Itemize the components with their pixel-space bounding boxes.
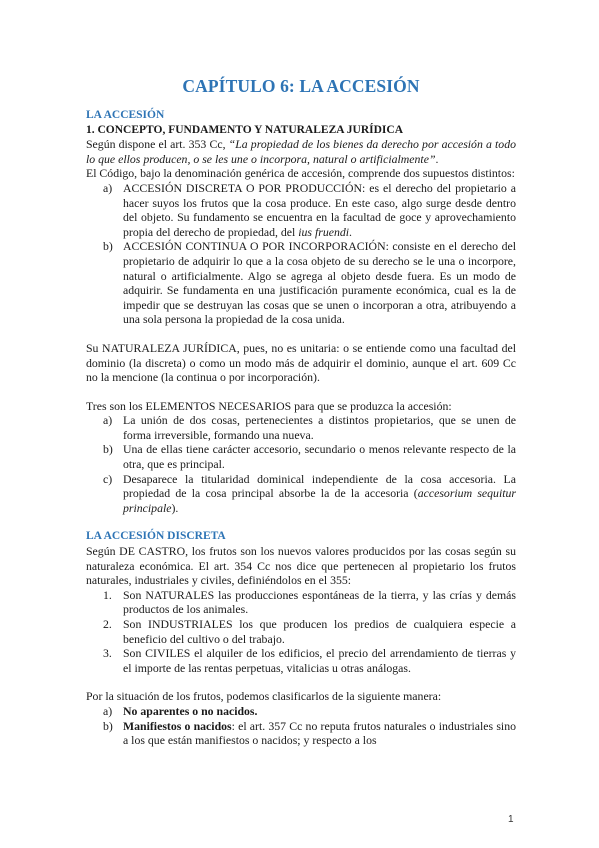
list-item [86, 588, 516, 617]
chapter-title: CAPÍTULO 6: LA ACCESIÓN [182, 76, 420, 96]
list-item [86, 442, 516, 471]
list-marker: 1. [103, 587, 112, 602]
list-text: La unión de dos cosas, pertenecientes a distintos propietarios, que se unen de forma irreversible, formando una nueva. [123, 413, 516, 442]
list-marker: b) [103, 239, 113, 254]
list-item [86, 239, 516, 327]
list-marker: b) [103, 442, 113, 457]
list-marker: a) [103, 180, 113, 195]
intro-paragraph [86, 137, 516, 166]
list-item [86, 719, 516, 748]
elements-intro: Tres son los ELEMENTOS NECESARIOS para que se produzca la accesión: [86, 398, 452, 413]
list-after: ). [171, 500, 179, 515]
list-text: : el art. 357 Cc no reputa frutos naturales o industriales sino a los que están manifiestos o nacidos; y respecto a los [123, 718, 516, 748]
list-bold: No aparentes o no nacidos. [123, 703, 258, 718]
elements-list [86, 413, 516, 515]
list-marker: a) [103, 703, 113, 718]
intro-quote: “La propiedad de los bienes da derecho por accesión a todo lo que ellos producen, o se les une o incorpora, natural o artificialmente” [86, 137, 516, 166]
intro-end: . [435, 151, 439, 166]
list-marker: 3. [103, 646, 112, 661]
list-item [86, 181, 516, 239]
list-item [86, 646, 516, 675]
list-marker: b) [103, 718, 113, 733]
frutos-list [86, 588, 516, 676]
list-text: ACCESIÓN CONTINUA O POR INCORPORACIÓN: consiste en el derecho del propietario de adquirir lo que a la cosa objeto de su derecho se le una o incorpore, natural o artificialmente. Algo se agrega al objeto desde fuera. Es un modo de adquirir. Se fundamenta en una justificación puramente económica, cual es la de impedir que se destruyan las cosas que se unen o incorporan a otra, atribuyendo a una sola persona la propiedad de la cosa unida. [123, 239, 516, 327]
list-text: ACCESIÓN DISCRETA O POR PRODUCCIÓN: es el derecho del propietario a hacer suyos los frutos que la cosa produce. En este caso, algo surge desde dentro del objeto. Su fundamento se encuentra en la facultad de goce y aprovechamiento propia del derecho de propiedad, del [123, 180, 516, 239]
list-text: Una de ellas tiene carácter accesorio, secundario o menos relevante respecto de la otra, que es principal. [123, 442, 516, 472]
list-item [86, 704, 516, 719]
list-text: Son CIVILES el alquiler de los edificios, el precio del arrendamiento de tierras y el importe de las rentas perpetuas, vitalicias u otras análogas. [123, 646, 516, 675]
list-italic: accesorium sequitur principale [123, 486, 517, 515]
accesion-types-list [86, 181, 516, 327]
intro-text: Según dispone el art. 353 Cc, [86, 137, 229, 152]
list-italic: ius fruendi [298, 224, 350, 239]
discreta-intro: Según DE CASTRO, los frutos son los nuevos valores producidos por las cosas según su naturaleza económica. El art. 354 Cc nos dice que pertenecen al propietario los frutos naturales, industriales y civiles, definiéndolos en el 355: [86, 544, 516, 588]
classes-list [86, 704, 516, 748]
section-heading-discreta: LA ACCESIÓN DISCRETA [86, 530, 226, 543]
document-body [86, 108, 516, 748]
list-item [86, 617, 516, 646]
list-item [86, 413, 516, 442]
list-bold: Manifiestos o nacidos [123, 718, 232, 733]
list-marker: c) [103, 471, 113, 486]
list-text: Desaparece la titularidad dominical independiente de la cosa accesoria. La propiedad de la cosa principal absorbe la de la accesoria ( [123, 471, 516, 501]
list-marker: 2. [103, 617, 112, 631]
list-item [86, 472, 516, 516]
list-text: Son INDUSTRIALES los que producen los predios de cualquiera especie a beneficio del cultivo o del trabajo. [123, 617, 516, 646]
subsection-heading-concepto: 1. CONCEPTO, FUNDAMENTO Y NATURALEZA JURÍDICA [86, 123, 404, 136]
list-marker: a) [103, 413, 113, 428]
list-after: . [349, 224, 352, 239]
section-heading-accesion: LA ACCESIÓN [86, 109, 165, 121]
intro2-paragraph: El Código, bajo la denominación genérica de accesión, comprende dos supuestos distintos: [86, 166, 515, 181]
classify-intro: Por la situación de los frutos, podemos clasificarlos de la siguiente manera: [86, 689, 442, 704]
nature-paragraph: Su NATURALEZA JURÍDICA, pues, no es unitaria: o se entiende como una facultad del dominio (la discreta) o como un modo más de adquirir el dominio, aunque el art. 609 Cc no la mencione (la continua o por incorporación). [86, 340, 516, 385]
list-text: Son NATURALES las producciones espontáneas de la tierra, y las crías y demás productos de los animales. [123, 587, 516, 617]
page-number: 1 [508, 814, 514, 825]
